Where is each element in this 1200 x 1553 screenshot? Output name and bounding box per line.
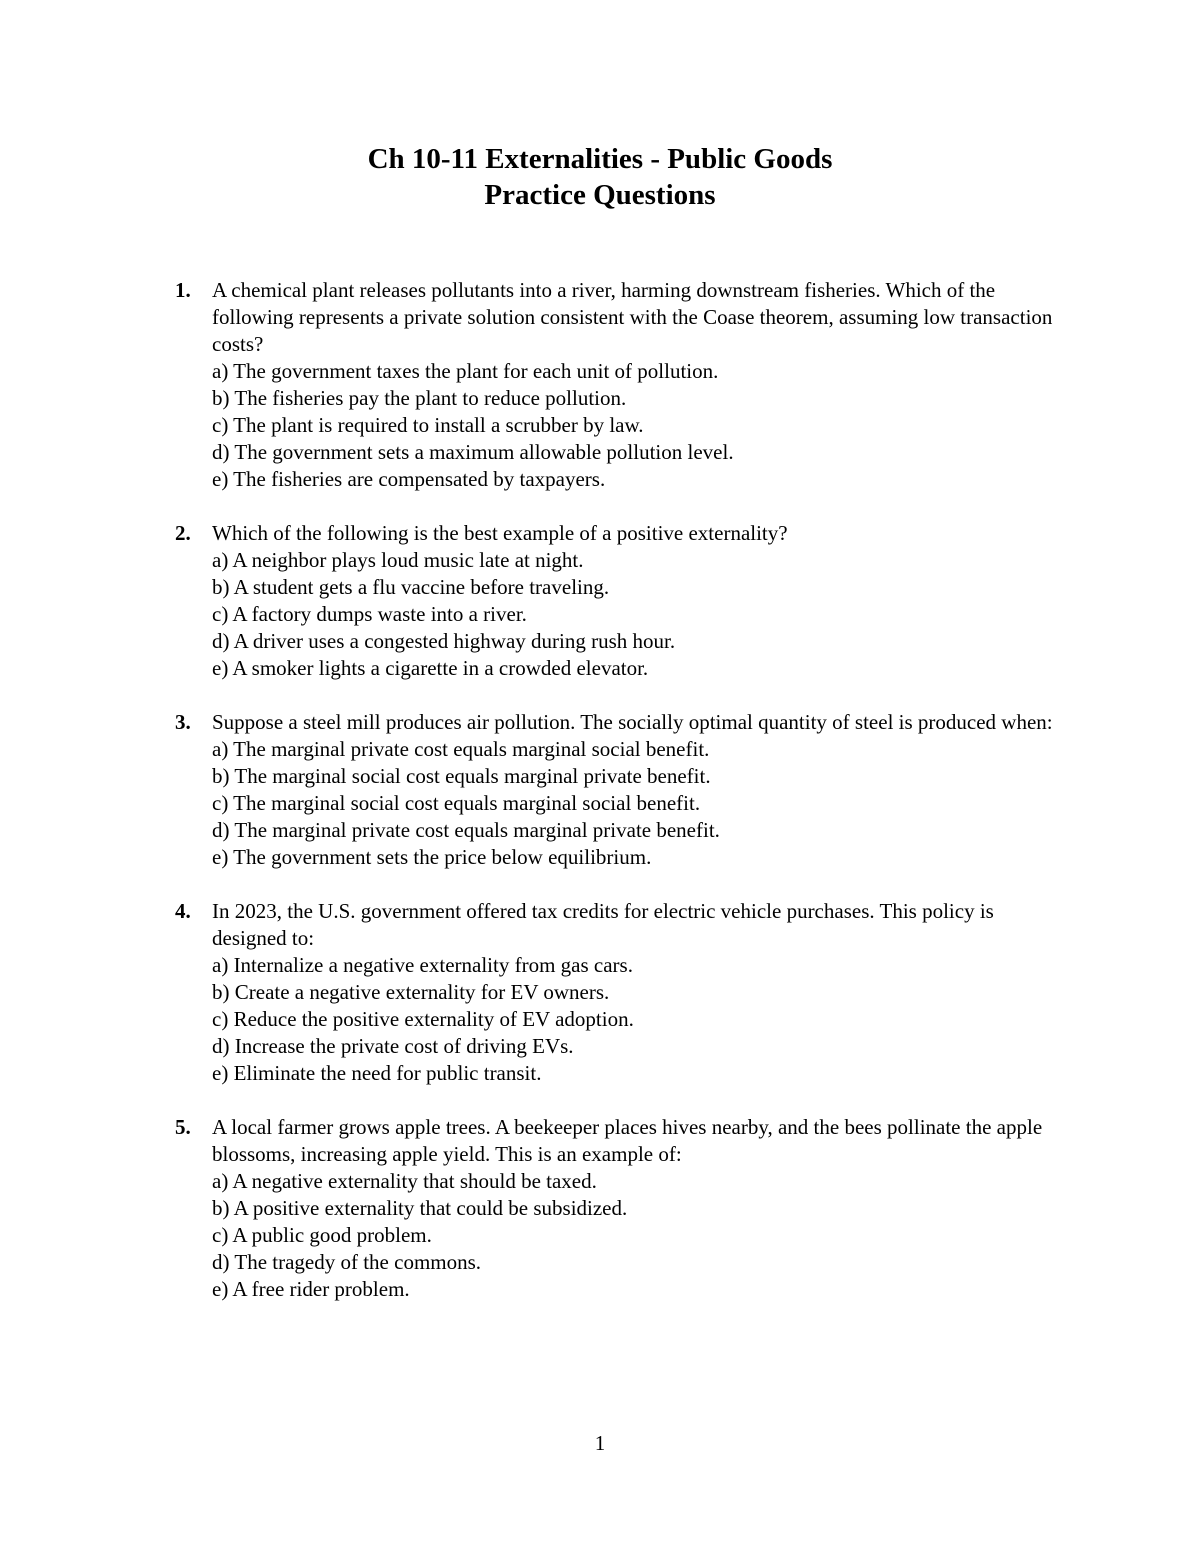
answer-option-e: e) The fisheries are compensated by taxpayers. — [212, 467, 606, 491]
answer-option-a: a) The government taxes the plant for each unit of pollution. — [212, 359, 719, 383]
answer-option-d: d) The government sets a maximum allowable pollution level. — [212, 440, 734, 464]
question-text: A local farmer grows apple trees. A beekeeper places hives nearby, and the bees pollinate the apple blossoms, increasing apple yield. This is an example of: — [212, 1115, 1043, 1166]
question-text: Which of the following is the best example of a positive externality? — [212, 521, 788, 545]
answer-option-c: c) The plant is required to install a scrubber by law. — [212, 413, 644, 437]
answer-option-b: b) Create a negative externality for EV owners. — [212, 980, 610, 1004]
question-1 — [172, 277, 1072, 493]
answer-option-e: e) The government sets the price below equilibrium. — [212, 845, 652, 869]
question-list — [172, 277, 1072, 1330]
question-number: 1. — [175, 278, 191, 302]
answer-option-c: c) A public good problem. — [212, 1223, 432, 1247]
page-number: 1 — [594, 1431, 606, 1455]
answer-option-c: c) A factory dumps waste into a river. — [212, 602, 527, 626]
question-2 — [172, 520, 1072, 682]
answer-option-b: b) The fisheries pay the plant to reduce pollution. — [212, 386, 627, 410]
answer-option-d: d) The marginal private cost equals marginal private benefit. — [212, 818, 720, 842]
title-line-1: Ch 10-11 Externalities - Public Goods — [367, 143, 833, 175]
answer-option-e: e) A smoker lights a cigarette in a crowded elevator. — [212, 656, 649, 680]
question-3 — [172, 709, 1072, 871]
question-text: A chemical plant releases pollutants into a river, harming downstream fisheries. Which of the following represents a private solution consistent with the Coase theorem, assuming low transaction costs? — [212, 278, 1053, 356]
answer-option-e: e) Eliminate the need for public transit. — [212, 1061, 542, 1085]
document-title — [0, 141, 1200, 213]
question-number: 5. — [175, 1115, 191, 1139]
answer-option-c: c) The marginal social cost equals marginal social benefit. — [212, 791, 701, 815]
answer-option-d: d) Increase the private cost of driving EVs. — [212, 1034, 574, 1058]
question-text: Suppose a steel mill produces air pollution. The socially optimal quantity of steel is produced when: — [212, 710, 1053, 734]
answer-option-d: d) The tragedy of the commons. — [212, 1250, 482, 1274]
question-4 — [172, 898, 1072, 1087]
question-5 — [172, 1114, 1072, 1303]
answer-option-a: a) A neighbor plays loud music late at night. — [212, 548, 584, 572]
question-number: 2. — [175, 521, 191, 545]
answer-option-a: a) A negative externality that should be taxed. — [212, 1169, 597, 1193]
title-line-2: Practice Questions — [484, 179, 716, 211]
answer-option-a: a) The marginal private cost equals marginal social benefit. — [212, 737, 710, 761]
question-text: In 2023, the U.S. government offered tax credits for electric vehicle purchases. This policy is designed to: — [212, 899, 994, 950]
answer-option-a: a) Internalize a negative externality from gas cars. — [212, 953, 633, 977]
question-number: 4. — [175, 899, 191, 923]
question-number: 3. — [175, 710, 191, 734]
answer-option-d: d) A driver uses a congested highway during rush hour. — [212, 629, 676, 653]
answer-option-b: b) A positive externality that could be subsidized. — [212, 1196, 628, 1220]
answer-option-c: c) Reduce the positive externality of EV adoption. — [212, 1007, 634, 1031]
answer-option-e: e) A free rider problem. — [212, 1277, 410, 1301]
answer-option-b: b) The marginal social cost equals marginal private benefit. — [212, 764, 711, 788]
answer-option-b: b) A student gets a flu vaccine before traveling. — [212, 575, 610, 599]
